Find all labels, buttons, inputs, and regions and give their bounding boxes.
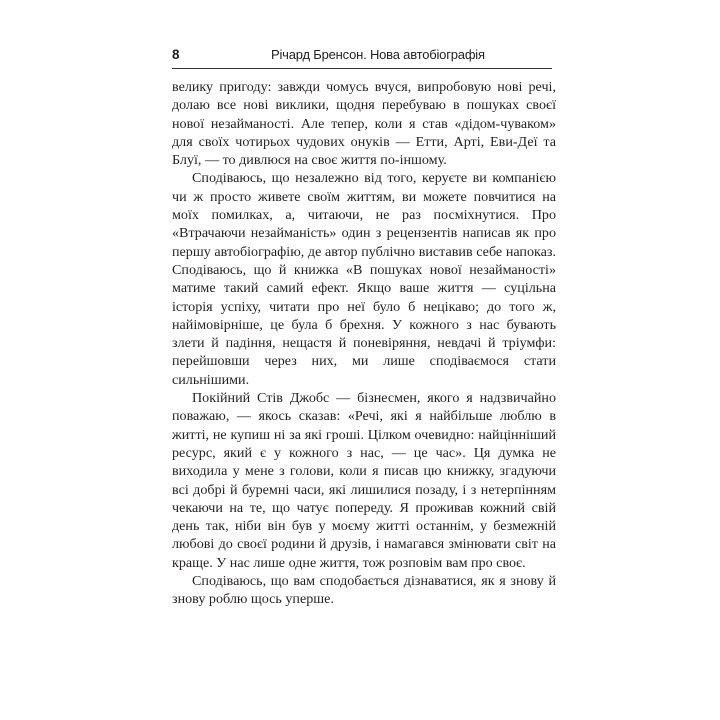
running-header (172, 44, 552, 69)
paragraph-continued: велику пригоду: завжди чомусь вчуся, випробовую нові речі, долаю все нові виклики, щодня перебуваю в пошуках своєї нової незайманості. Але тепер, коли я став «дідом-чуваком» для своїх чотирьох чудових онуків — Етти, Арті, Еви-Деї та Блуї, — то дивлюся на своє життя по-іншому. (172, 79, 556, 169)
paragraph: Покійний Стів Джобс — бізнесмен, якого я надзвичайно поважаю, — якось сказав: «Речі, які я найбільше люблю в житті, не купиш ні за які гроші. Цілком очевидно: найцінніший ресурс, який є у кожного з нас, — це час». Ця думка не виходила у мене з голови, коли я писав цю книжку, згадуючи всі добрі й буремні часи, які лишилися позаду, і з нетерпінням чекаючи на те, що чатує попереду. Я проживав кожний свій день так, ніби він був у моєму житті останнім, у безмежній любові до своєї родини й друзів, і намагався змінювати світ на краще. У нас лише одне життя, тож розповім вам про своє. (172, 390, 556, 571)
paragraph: Сподіваюсь, що незалежно від того, керуєте ви компанією чи ж просто живете своїм життям, ви можете повчитися на моїх помилках, а, читаючи, не раз посміхнутися. Про «Втрачаючи незайманість» один з рецензентів написав як про першу автобіографію, де автор публічно виставив себе напоказ. Сподіваюсь, що й книжка «В пошуках нової незайманості» матиме такий самий ефект. Якщо ваше життя — суцільна історія успіху, читати про неї було б нецікаво; до того ж, найімовірніше, це була б брехня. У кожного з нас бувають злети й падіння, нещастя й поневіряння, невдачі й тріумфи: перейшовши через них, ми лише сподіваємося стати сильнішими. (172, 170, 556, 388)
running-header-title: Річард Бренсон. Нова автобіографія (271, 47, 485, 62)
paragraph: Сподіваюсь, що вам сподобається дізнаватися, як я знову й знову роблю щось уперше. (172, 573, 556, 608)
page-number: 8 (172, 47, 180, 62)
body-text (172, 78, 556, 609)
